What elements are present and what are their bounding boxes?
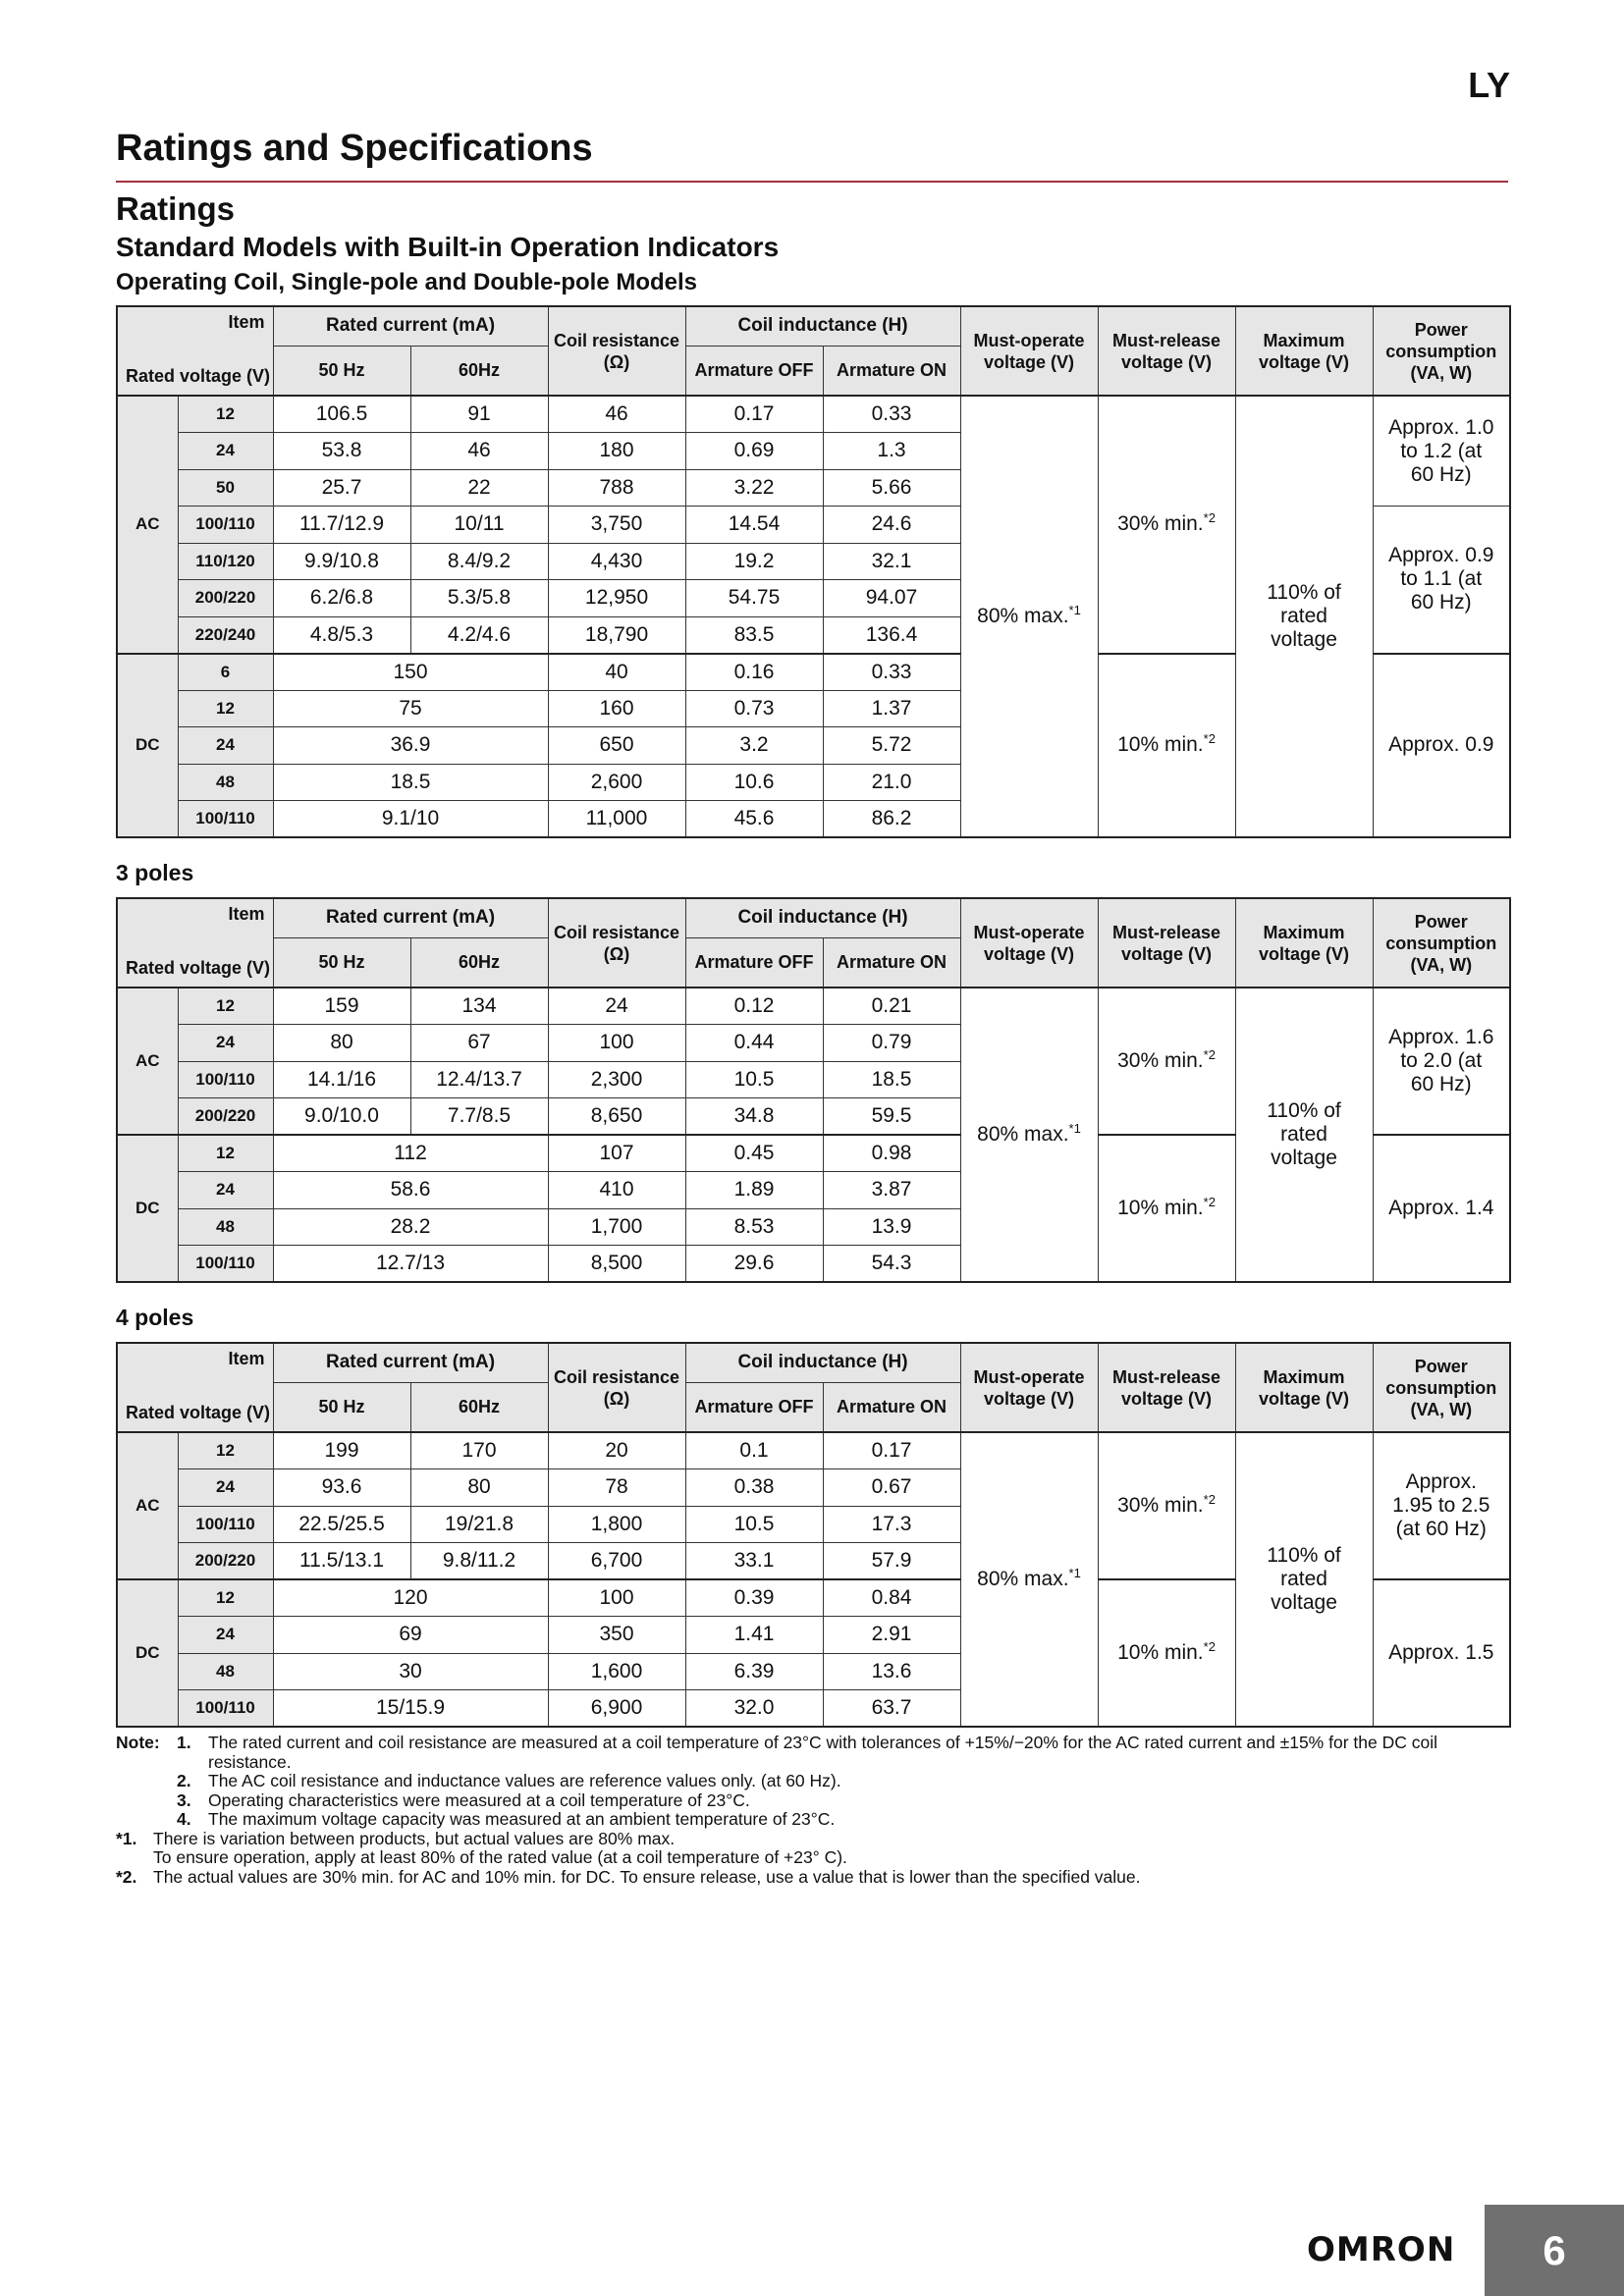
rated-voltage-label: Rated voltage (V): [126, 1403, 271, 1422]
current-50hz-cell: 9.9/10.8: [273, 543, 410, 580]
cell-value: 10% min.: [1117, 1197, 1204, 1219]
armature-on-cell: 0.17: [823, 1432, 960, 1469]
item-label: Item: [228, 1349, 265, 1368]
current-50hz-cell: 14.1/16: [273, 1061, 410, 1098]
coil-resistance-cell: 100: [548, 1579, 685, 1617]
armature-off-cell: 0.16: [685, 654, 823, 691]
power-dc-cell: Approx. 1.5: [1373, 1579, 1510, 1727]
rated-voltage-label: Rated voltage (V): [126, 366, 271, 386]
coil-resistance-cell: 350: [548, 1617, 685, 1654]
table1-title: Operating Coil, Single-pole and Double-pole Models: [116, 269, 698, 295]
page-title: Ratings and Specifications: [116, 128, 593, 169]
rated-voltage-cell: 24: [178, 727, 273, 765]
coil-resistance-cell: 788: [548, 469, 685, 507]
armature-on-header: Armature ON: [823, 1382, 960, 1432]
rated-current-header: Rated current (mA): [273, 306, 548, 346]
armature-off-cell: 10.5: [685, 1061, 823, 1098]
current-60hz-cell: 67: [410, 1025, 548, 1062]
table-row: [117, 396, 1510, 433]
armature-off-cell: 0.73: [685, 690, 823, 727]
page-number: 6: [1485, 2205, 1624, 2296]
current-50hz-cell: 106.5: [273, 396, 410, 433]
hz50-header: 50 Hz: [273, 346, 410, 396]
armature-on-cell: 13.6: [823, 1653, 960, 1690]
coil-resistance-cell: 6,700: [548, 1543, 685, 1580]
note-text: Operating characteristics were measured at a coil temperature of 23°C.: [208, 1789, 750, 1810]
coil-resistance-cell: 2,600: [548, 764, 685, 801]
note-text: The AC coil resistance and inductance values are reference values only. (at 60 Hz).: [208, 1771, 841, 1790]
footnote-text: The actual values are 30% min. for AC and 10% min. for DC. To ensure release, use a value that is lower than the specified value.: [153, 1866, 1141, 1887]
rated-voltage-cell: 48: [178, 764, 273, 801]
note-item: [116, 1791, 1510, 1811]
rated-voltage-cell: 220/240: [178, 616, 273, 654]
must-operate-header: Must-operate voltage (V): [960, 898, 1098, 988]
power-ac-cell: Approx. 1.95 to 2.5 (at 60 Hz): [1373, 1432, 1510, 1579]
rated-voltage-cell: 12: [178, 690, 273, 727]
armature-on-cell: 32.1: [823, 543, 960, 580]
coil-resistance-header: Coil resistance (Ω): [548, 1343, 685, 1432]
coil-resistance-cell: 78: [548, 1469, 685, 1507]
footnote-marker: *2: [1203, 1195, 1216, 1209]
must-operate-cell: [960, 396, 1098, 837]
coil-resistance-cell: 20: [548, 1432, 685, 1469]
armature-on-cell: 17.3: [823, 1506, 960, 1543]
rated-current-cell: 15/15.9: [273, 1690, 548, 1728]
armature-on-cell: 0.98: [823, 1135, 960, 1172]
footnote-marker: *1: [1068, 1566, 1081, 1580]
must-release-ac-cell: [1098, 988, 1235, 1135]
coil-resistance-cell: 18,790: [548, 616, 685, 654]
rated-voltage-cell: 24: [178, 1469, 273, 1507]
note-label: Note:: [116, 1733, 160, 1752]
power-ac-cell: Approx. 1.0 to 1.2 (at 60 Hz): [1373, 396, 1510, 507]
hz50-header: 50 Hz: [273, 937, 410, 988]
note-number: 1.: [177, 1733, 191, 1752]
power-ac-cell: Approx. 0.9 to 1.1 (at 60 Hz): [1373, 507, 1510, 654]
current-60hz-cell: 134: [410, 988, 548, 1025]
rated-voltage-cell: 100/110: [178, 1246, 273, 1283]
rated-voltage-cell: 200/220: [178, 580, 273, 617]
current-50hz-cell: 11.5/13.1: [273, 1543, 410, 1580]
coil-resistance-cell: 11,000: [548, 801, 685, 838]
current-50hz-cell: 6.2/6.8: [273, 580, 410, 617]
armature-on-cell: 57.9: [823, 1543, 960, 1580]
notes-block: [116, 1734, 1510, 1887]
coil-resistance-cell: 46: [548, 396, 685, 433]
rated-voltage-cell: 48: [178, 1653, 273, 1690]
current-50hz-cell: 199: [273, 1432, 410, 1469]
coil-resistance-cell: 180: [548, 433, 685, 470]
must-release-header: Must-release voltage (V): [1098, 898, 1235, 988]
armature-off-cell: 34.8: [685, 1098, 823, 1136]
ac-group-label: AC: [117, 396, 178, 654]
rated-voltage-cell: 24: [178, 1025, 273, 1062]
current-50hz-cell: 93.6: [273, 1469, 410, 1507]
current-50hz-cell: 4.8/5.3: [273, 616, 410, 654]
cell-value: 30% min.: [1117, 512, 1204, 536]
armature-off-cell: 10.6: [685, 764, 823, 801]
rated-voltage-cell: 12: [178, 988, 273, 1025]
footnote-1: [116, 1830, 1510, 1868]
armature-on-cell: 136.4: [823, 616, 960, 654]
cell-value: 10% min.: [1117, 1641, 1204, 1664]
rated-voltage-cell: 24: [178, 1617, 273, 1654]
armature-on-cell: 54.3: [823, 1246, 960, 1283]
armature-on-cell: 3.87: [823, 1172, 960, 1209]
coil-resistance-cell: 3,750: [548, 507, 685, 544]
note-text: The maximum voltage capacity was measured at an ambient temperature of 23°C.: [208, 1809, 836, 1829]
footnote-marker: *1: [1068, 1121, 1081, 1136]
armature-on-cell: 5.72: [823, 727, 960, 765]
item-label: Item: [228, 312, 265, 332]
table-row: [117, 1432, 1510, 1469]
cell-value: 30% min.: [1117, 1494, 1204, 1517]
must-release-ac-cell: [1098, 1432, 1235, 1579]
armature-off-cell: 83.5: [685, 616, 823, 654]
footnote-marker: *2: [1203, 1492, 1216, 1507]
item-label: Item: [228, 904, 265, 924]
armature-off-cell: 29.6: [685, 1246, 823, 1283]
must-operate-header: Must-operate voltage (V): [960, 306, 1098, 396]
coil-resistance-cell: 12,950: [548, 580, 685, 617]
note-number: 3.: [177, 1789, 191, 1810]
current-60hz-cell: 8.4/9.2: [410, 543, 548, 580]
current-60hz-cell: 91: [410, 396, 548, 433]
rated-voltage-cell: 110/120: [178, 543, 273, 580]
must-release-header: Must-release voltage (V): [1098, 1343, 1235, 1432]
current-60hz-cell: 5.3/5.8: [410, 580, 548, 617]
coil-resistance-header: Coil resistance (Ω): [548, 898, 685, 988]
armature-on-cell: 59.5: [823, 1098, 960, 1136]
rated-voltage-cell: 50: [178, 469, 273, 507]
power-header: Power consumption (VA, W): [1373, 306, 1510, 396]
armature-on-cell: 63.7: [823, 1690, 960, 1728]
ratings-table-4-poles: [116, 1342, 1511, 1728]
note-item: [116, 1772, 1510, 1791]
section-title: Ratings: [116, 190, 236, 227]
max-voltage-cell: 110% of rated voltage: [1235, 1432, 1373, 1727]
current-60hz-cell: 10/11: [410, 507, 548, 544]
armature-off-cell: 10.5: [685, 1506, 823, 1543]
must-operate-cell: [960, 1432, 1098, 1727]
armature-off-cell: 33.1: [685, 1543, 823, 1580]
rated-current-cell: 28.2: [273, 1208, 548, 1246]
must-release-dc-cell: [1098, 1579, 1235, 1727]
note-text: The rated current and coil resistance are measured at a coil temperature of 23°C with tolerances of +15%/−20% for the AC rated current and ±15% for the DC coil resistance.: [208, 1733, 1437, 1772]
armature-off-cell: 0.1: [685, 1432, 823, 1469]
coil-resistance-cell: 410: [548, 1172, 685, 1209]
item-header: [117, 306, 273, 396]
coil-resistance-cell: 1,600: [548, 1653, 685, 1690]
ratings-table-3-poles: [116, 897, 1511, 1283]
current-60hz-cell: 7.7/8.5: [410, 1098, 548, 1136]
must-release-ac-cell: [1098, 396, 1235, 654]
rated-voltage-cell: 100/110: [178, 1690, 273, 1728]
coil-resistance-cell: 24: [548, 988, 685, 1025]
rated-current-cell: 150: [273, 654, 548, 691]
coil-resistance-cell: 107: [548, 1135, 685, 1172]
note-item: [116, 1810, 1510, 1830]
armature-on-cell: 2.91: [823, 1617, 960, 1654]
footnote-marker: *2: [1203, 510, 1216, 526]
coil-resistance-header: Coil resistance (Ω): [548, 306, 685, 396]
armature-off-cell: 32.0: [685, 1690, 823, 1728]
power-ac-cell: Approx. 1.6 to 2.0 (at 60 Hz): [1373, 988, 1510, 1135]
coil-resistance-cell: 40: [548, 654, 685, 691]
rated-voltage-cell: 12: [178, 1135, 273, 1172]
must-release-dc-cell: [1098, 654, 1235, 838]
rated-voltage-cell: 12: [178, 396, 273, 433]
armature-on-cell: 13.9: [823, 1208, 960, 1246]
armature-off-cell: 1.89: [685, 1172, 823, 1209]
armature-on-cell: 18.5: [823, 1061, 960, 1098]
coil-resistance-cell: 650: [548, 727, 685, 765]
armature-on-cell: 0.79: [823, 1025, 960, 1062]
current-60hz-cell: 9.8/11.2: [410, 1543, 548, 1580]
item-header: [117, 898, 273, 988]
armature-off-cell: 0.38: [685, 1469, 823, 1507]
armature-off-cell: 0.69: [685, 433, 823, 470]
rated-voltage-cell: 12: [178, 1579, 273, 1617]
current-60hz-cell: 12.4/13.7: [410, 1061, 548, 1098]
series-name: LY: [1468, 65, 1510, 105]
armature-on-cell: 1.3: [823, 433, 960, 470]
current-60hz-cell: 170: [410, 1432, 548, 1469]
footnote-marker: *2: [1203, 731, 1216, 747]
hz50-header: 50 Hz: [273, 1382, 410, 1432]
coil-resistance-cell: 160: [548, 690, 685, 727]
title-rule: [116, 181, 1508, 183]
footnote-2: [116, 1868, 1510, 1888]
table-row: [117, 988, 1510, 1025]
omron-logo: OMRON: [1307, 2230, 1456, 2269]
armature-off-cell: 19.2: [685, 543, 823, 580]
armature-on-cell: 86.2: [823, 801, 960, 838]
footnote-marker: *1: [1068, 603, 1081, 617]
current-60hz-cell: 46: [410, 433, 548, 470]
rated-current-cell: 112: [273, 1135, 548, 1172]
cell-value: 10% min.: [1117, 733, 1204, 757]
rated-current-cell: 58.6: [273, 1172, 548, 1209]
footnote-marker: *2: [1203, 1047, 1216, 1062]
armature-on-cell: 0.84: [823, 1579, 960, 1617]
rated-voltage-cell: 200/220: [178, 1098, 273, 1136]
coil-resistance-cell: 2,300: [548, 1061, 685, 1098]
current-60hz-cell: 4.2/4.6: [410, 616, 548, 654]
table3-title: 4 poles: [116, 1305, 194, 1330]
coil-inductance-header: Coil inductance (H): [685, 898, 960, 937]
rated-voltage-cell: 200/220: [178, 1543, 273, 1580]
coil-resistance-cell: 4,430: [548, 543, 685, 580]
current-60hz-cell: 80: [410, 1469, 548, 1507]
hz60-header: 60Hz: [410, 937, 548, 988]
table2-title: 3 poles: [116, 860, 194, 885]
cell-value: 80% max.: [977, 1123, 1069, 1146]
armature-on-cell: 5.66: [823, 469, 960, 507]
armature-off-header: Armature OFF: [685, 346, 823, 396]
coil-resistance-cell: 6,900: [548, 1690, 685, 1728]
power-header: Power consumption (VA, W): [1373, 898, 1510, 988]
armature-off-cell: 3.22: [685, 469, 823, 507]
cell-value: 30% min.: [1117, 1049, 1204, 1072]
coil-resistance-cell: 8,500: [548, 1246, 685, 1283]
rated-current-header: Rated current (mA): [273, 1343, 548, 1382]
current-50hz-cell: 53.8: [273, 433, 410, 470]
hz60-header: 60Hz: [410, 346, 548, 396]
note-number: 4.: [177, 1809, 191, 1829]
note-number: 2.: [177, 1771, 191, 1790]
rated-current-cell: 18.5: [273, 764, 548, 801]
max-voltage-header: Maximum voltage (V): [1235, 898, 1373, 988]
power-dc-cell: Approx. 0.9: [1373, 654, 1510, 838]
current-50hz-cell: 25.7: [273, 469, 410, 507]
armature-off-cell: 3.2: [685, 727, 823, 765]
footnote-text-2: To ensure operation, apply at least 80% of the rated value (at a coil temperature of +23° C).: [153, 1847, 847, 1867]
cell-value: 80% max.: [977, 605, 1069, 627]
rated-current-cell: 69: [273, 1617, 548, 1654]
coil-resistance-cell: 100: [548, 1025, 685, 1062]
dc-group-label: DC: [117, 1579, 178, 1727]
dc-group-label: DC: [117, 1135, 178, 1282]
rated-current-cell: 75: [273, 690, 548, 727]
armature-on-cell: 0.67: [823, 1469, 960, 1507]
rated-current-cell: 30: [273, 1653, 548, 1690]
armature-off-cell: 1.41: [685, 1617, 823, 1654]
armature-off-header: Armature OFF: [685, 1382, 823, 1432]
armature-off-cell: 0.44: [685, 1025, 823, 1062]
power-header: Power consumption (VA, W): [1373, 1343, 1510, 1432]
rated-voltage-cell: 100/110: [178, 507, 273, 544]
armature-off-cell: 0.17: [685, 396, 823, 433]
max-voltage-header: Maximum voltage (V): [1235, 306, 1373, 396]
coil-resistance-cell: 1,800: [548, 1506, 685, 1543]
must-release-dc-cell: [1098, 1135, 1235, 1282]
armature-off-cell: 8.53: [685, 1208, 823, 1246]
rated-current-cell: 120: [273, 1579, 548, 1617]
subsection-title: Standard Models with Built-in Operation Indicators: [116, 232, 780, 262]
rated-current-cell: 9.1/10: [273, 801, 548, 838]
footnote-label: *2.: [116, 1866, 137, 1887]
rated-voltage-cell: 6: [178, 654, 273, 691]
armature-off-cell: 0.45: [685, 1135, 823, 1172]
item-header: [117, 1343, 273, 1432]
max-voltage-cell: 110% of rated voltage: [1235, 988, 1373, 1282]
rated-voltage-cell: 100/110: [178, 1506, 273, 1543]
armature-off-cell: 0.39: [685, 1579, 823, 1617]
footnote-label: *1.: [116, 1828, 137, 1848]
ratings-table-1-2-poles: [116, 305, 1511, 838]
current-60hz-cell: 19/21.8: [410, 1506, 548, 1543]
armature-on-cell: 0.21: [823, 988, 960, 1025]
rated-voltage-cell: 24: [178, 433, 273, 470]
armature-on-cell: 0.33: [823, 396, 960, 433]
max-voltage-cell: 110% of rated voltage: [1235, 396, 1373, 837]
rated-voltage-label: Rated voltage (V): [126, 958, 271, 978]
coil-inductance-header: Coil inductance (H): [685, 1343, 960, 1382]
note-item: [116, 1734, 1510, 1772]
current-50hz-cell: 22.5/25.5: [273, 1506, 410, 1543]
armature-on-cell: 0.33: [823, 654, 960, 691]
armature-off-cell: 14.54: [685, 507, 823, 544]
rated-current-header: Rated current (mA): [273, 898, 548, 937]
current-50hz-cell: 159: [273, 988, 410, 1025]
rated-current-cell: 12.7/13: [273, 1246, 548, 1283]
coil-resistance-cell: 8,650: [548, 1098, 685, 1136]
armature-off-cell: 45.6: [685, 801, 823, 838]
current-50hz-cell: 11.7/12.9: [273, 507, 410, 544]
armature-off-cell: 0.12: [685, 988, 823, 1025]
footnote-text: There is variation between products, but actual values are 80% max.: [153, 1828, 676, 1848]
current-50hz-cell: 9.0/10.0: [273, 1098, 410, 1136]
dc-group-label: DC: [117, 654, 178, 838]
armature-on-header: Armature ON: [823, 937, 960, 988]
armature-on-cell: 21.0: [823, 764, 960, 801]
max-voltage-header: Maximum voltage (V): [1235, 1343, 1373, 1432]
ac-group-label: AC: [117, 988, 178, 1135]
current-60hz-cell: 22: [410, 469, 548, 507]
ac-group-label: AC: [117, 1432, 178, 1579]
armature-off-header: Armature OFF: [685, 937, 823, 988]
current-50hz-cell: 80: [273, 1025, 410, 1062]
rated-voltage-cell: 48: [178, 1208, 273, 1246]
rated-voltage-cell: 24: [178, 1172, 273, 1209]
coil-resistance-cell: 1,700: [548, 1208, 685, 1246]
footnote-marker: *2: [1203, 1639, 1216, 1654]
rated-voltage-cell: 12: [178, 1432, 273, 1469]
must-release-header: Must-release voltage (V): [1098, 306, 1235, 396]
power-dc-cell: Approx. 1.4: [1373, 1135, 1510, 1282]
rated-voltage-cell: 100/110: [178, 1061, 273, 1098]
armature-off-cell: 6.39: [685, 1653, 823, 1690]
rated-current-cell: 36.9: [273, 727, 548, 765]
cell-value: 80% max.: [977, 1568, 1069, 1590]
coil-inductance-header: Coil inductance (H): [685, 306, 960, 346]
armature-on-cell: 94.07: [823, 580, 960, 617]
must-operate-cell: [960, 988, 1098, 1282]
armature-on-cell: 24.6: [823, 507, 960, 544]
hz60-header: 60Hz: [410, 1382, 548, 1432]
armature-on-cell: 1.37: [823, 690, 960, 727]
armature-off-cell: 54.75: [685, 580, 823, 617]
rated-voltage-cell: 100/110: [178, 801, 273, 838]
must-operate-header: Must-operate voltage (V): [960, 1343, 1098, 1432]
armature-on-header: Armature ON: [823, 346, 960, 396]
